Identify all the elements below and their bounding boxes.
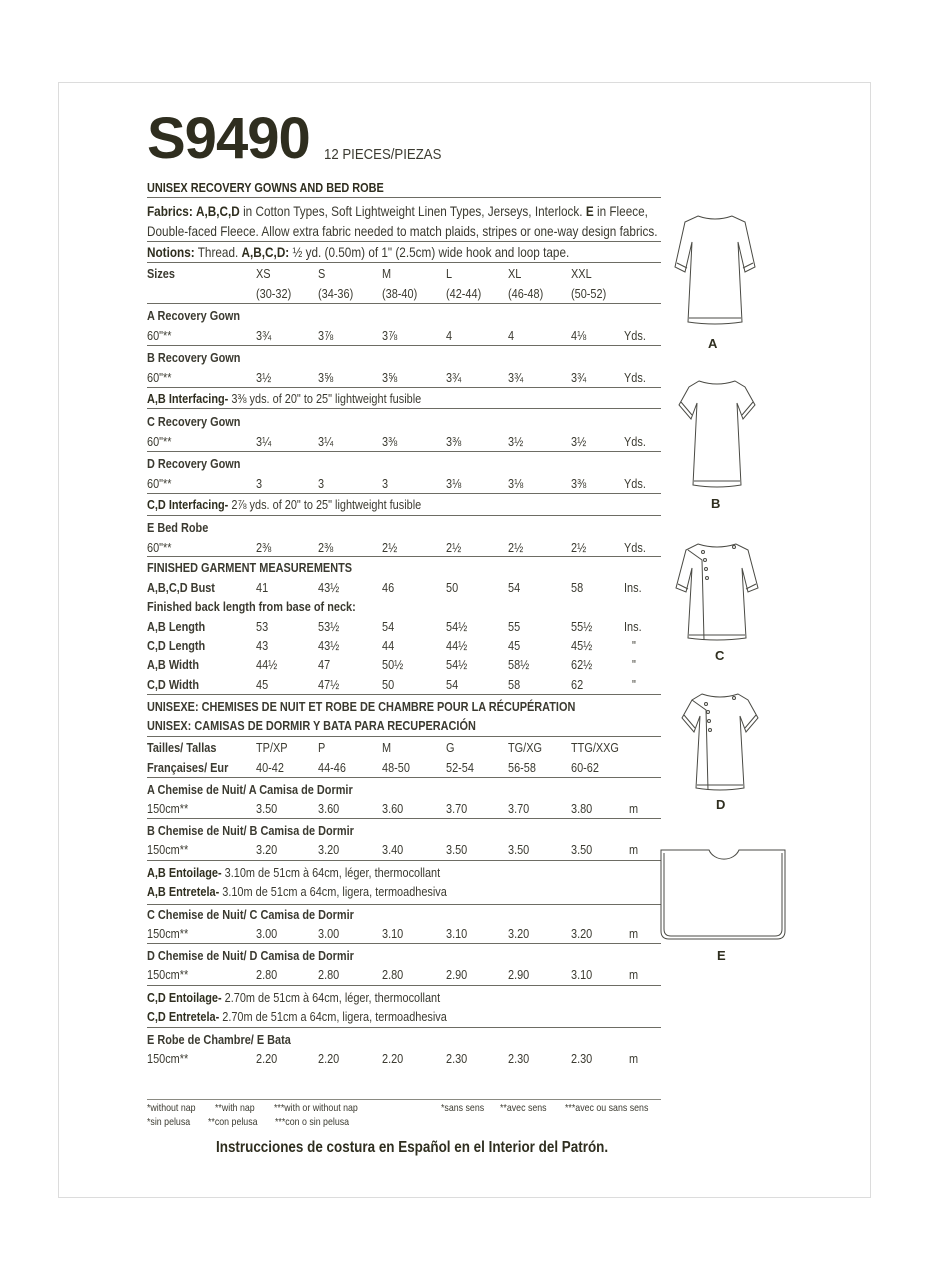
- metric-value: 2.20: [318, 1051, 340, 1066]
- yardage-value: 3½: [508, 434, 524, 449]
- yardage-value: 3¾: [256, 328, 272, 343]
- divider: [147, 387, 661, 388]
- view-d-illustration: [680, 690, 760, 795]
- interfacing-line-fr: [147, 865, 440, 881]
- yardage-value: 3⅛: [446, 476, 462, 491]
- fabrics-text-e: in Fleece,: [593, 203, 648, 219]
- french-title: UNISEXE: CHEMISES DE NUIT ET ROBE DE CHAMBRE POUR LA RÉCUPÉRATION: [147, 699, 576, 714]
- measurement-value: 46: [382, 580, 395, 595]
- fabric-width: 150cm**: [147, 1051, 189, 1066]
- unit-label: m: [629, 842, 639, 857]
- metric-value: 3.00: [256, 926, 278, 941]
- divider: [147, 860, 661, 861]
- fabric-width: 60"**: [147, 434, 172, 449]
- yardage-row-title: C Recovery Gown: [147, 414, 241, 429]
- piece-count: 12 PIECES/PIEZAS: [324, 146, 442, 163]
- measurement-value: 55½: [571, 619, 593, 634]
- yardage-value: 3¾: [446, 370, 462, 385]
- fabric-width: 60"**: [147, 476, 172, 491]
- yardage-row-title: E Bed Robe: [147, 520, 209, 535]
- measurement-value: 62: [571, 677, 584, 692]
- interfacing-label: A,B Interfacing-: [147, 391, 229, 406]
- metric-size-column: TTG/XXG: [571, 740, 619, 755]
- metric-value: 3.20: [508, 926, 530, 941]
- yardage-value: 4⅛: [571, 328, 587, 343]
- unit-label: ": [632, 657, 636, 672]
- yardage-value: 3⅜: [571, 476, 587, 491]
- notions-label: Notions:: [147, 244, 195, 260]
- metric-value: 3.50: [508, 842, 530, 857]
- interfacing-text: 3.10m de 51cm a 64cm, ligera, termoadhesiva: [219, 884, 447, 899]
- divider: [147, 556, 661, 557]
- metric-row-title: E Robe de Chambre/ E Bata: [147, 1032, 291, 1047]
- pattern-title: UNISEX RECOVERY GOWNS AND BED ROBE: [147, 180, 384, 195]
- divider: [147, 736, 661, 737]
- measurement-row-label: A,B Length: [147, 619, 206, 634]
- measurement-row-label: C,D Width: [147, 677, 200, 692]
- fabrics-line-2: Double-faced Fleece. Allow extra fabric needed to match plaids, stripes or one-way design fabrics.: [147, 223, 658, 239]
- measurement-value: 54½: [446, 657, 468, 672]
- metric-value: 3.40: [382, 842, 404, 857]
- yardage-row-title: A Recovery Gown: [147, 308, 241, 323]
- yardage-value: 3¾: [571, 370, 587, 385]
- metric-value: 3.80: [571, 801, 593, 816]
- yardage-value: 2½: [446, 540, 462, 555]
- notions-views: A,B,C,D:: [241, 244, 290, 260]
- yardage-value: 3⅞: [382, 328, 398, 343]
- unit-label: Yds.: [624, 328, 646, 343]
- divider: [147, 262, 661, 263]
- fabric-width: 150cm**: [147, 842, 189, 857]
- unit-label: Yds.: [624, 370, 646, 385]
- metric-row-title: A Chemise de Nuit/ A Camisa de Dormir: [147, 782, 353, 797]
- view-c-illustration: [672, 540, 762, 645]
- measurement-value: 44½: [446, 638, 468, 653]
- metric-value: 3.10: [446, 926, 468, 941]
- divider: [147, 777, 661, 778]
- measurement-value: 58: [571, 580, 584, 595]
- measurement-row-label: C,D Length: [147, 638, 206, 653]
- divider: [147, 493, 661, 494]
- size-column-l: L: [446, 266, 453, 281]
- unit-label: Yds.: [624, 434, 646, 449]
- divider: [147, 303, 661, 304]
- footnote-es: *sin pelusa: [147, 1116, 191, 1128]
- measurement-value: 43½: [318, 638, 340, 653]
- metric-value: 2.20: [382, 1051, 404, 1066]
- metric-value: 3.50: [571, 842, 593, 857]
- yardage-row-title: D Recovery Gown: [147, 456, 241, 471]
- divider: [147, 1027, 661, 1028]
- metric-value: 3.20: [256, 842, 278, 857]
- metric-size-range: 60-62: [571, 760, 599, 775]
- view-c-label: C: [715, 648, 725, 663]
- fabrics-views: A,B,C,D: [196, 203, 240, 219]
- size-column-xxl: XXL: [571, 266, 592, 281]
- divider: [147, 1099, 661, 1100]
- interfacing-label: A,B Entoilage-: [147, 865, 222, 880]
- yardage-row-title: B Recovery Gown: [147, 350, 241, 365]
- metric-size-range: 56-58: [508, 760, 536, 775]
- divider: [147, 197, 661, 198]
- unit-label: m: [629, 801, 639, 816]
- measurements-subheading: Finished back length from base of neck:: [147, 599, 356, 614]
- measurement-value: 47: [318, 657, 331, 672]
- metric-size-column: TP/XP: [256, 740, 288, 755]
- yardage-value: 2⅜: [318, 540, 334, 555]
- measurement-value: 54: [446, 677, 459, 692]
- metric-size-range: 52-54: [446, 760, 474, 775]
- yardage-value: 3⅜: [382, 434, 398, 449]
- measurement-value: 50: [446, 580, 459, 595]
- interfacing-text: 2.70m de 51cm à 64cm, léger, thermocollant: [221, 990, 441, 1005]
- footnote-en: *without nap: [147, 1102, 196, 1114]
- yardage-value: 4: [446, 328, 453, 343]
- measurement-value: 43: [256, 638, 269, 653]
- notions-text-2: ½ yd. (0.50m) of 1" (2.5cm) wide hook and loop tape.: [289, 244, 570, 260]
- divider: [147, 904, 661, 905]
- interfacing-line: [147, 497, 421, 513]
- measurement-value: 45½: [571, 638, 593, 653]
- unit-label: m: [629, 967, 639, 982]
- divider: [147, 694, 661, 695]
- size-column-xl: XL: [508, 266, 522, 281]
- footnote-en: ***with or without nap: [274, 1102, 358, 1114]
- metric-size-range: 44-46: [318, 760, 346, 775]
- notions-text: Thread.: [194, 244, 242, 260]
- interfacing-line-fr: [147, 990, 440, 1006]
- interfacing-line-es: [147, 884, 447, 900]
- yardage-value: 3⅞: [318, 328, 334, 343]
- measurement-value: 54: [382, 619, 395, 634]
- view-d-label: D: [716, 797, 726, 812]
- measurement-value: 50: [382, 677, 395, 692]
- divider: [147, 985, 661, 986]
- metric-value: 2.90: [446, 967, 468, 982]
- divider: [147, 515, 661, 516]
- size-column-xs: XS: [256, 266, 271, 281]
- measurement-value: 62½: [571, 657, 593, 672]
- spanish-title: UNISEX: CAMISAS DE DORMIR Y BATA PARA RECUPERACIÓN: [147, 718, 476, 733]
- yardage-value: 3: [382, 476, 389, 491]
- fabric-width: 60"**: [147, 540, 172, 555]
- measurement-value: 55: [508, 619, 521, 634]
- metric-row-title: B Chemise de Nuit/ B Camisa de Dormir: [147, 823, 354, 838]
- yardage-value: 3½: [571, 434, 587, 449]
- footnote-es: ***con o sin pelusa: [275, 1116, 350, 1128]
- metric-value: 3.20: [318, 842, 340, 857]
- measurements-title: FINISHED GARMENT MEASUREMENTS: [147, 560, 353, 575]
- interfacing-line-es: [147, 1009, 447, 1025]
- yardage-value: 3½: [256, 370, 272, 385]
- interfacing-text: 2.70m de 51cm a 64cm, ligera, termoadhesiva: [219, 1009, 447, 1024]
- yardage-value: 2½: [382, 540, 398, 555]
- metric-row-title: D Chemise de Nuit/ D Camisa de Dormir: [147, 948, 354, 963]
- metric-value: 2.80: [318, 967, 340, 982]
- measurement-value: 41: [256, 580, 269, 595]
- yardage-value: 3⅝: [382, 370, 398, 385]
- interfacing-label: C,D Interfacing-: [147, 497, 229, 512]
- interfacing-label: C,D Entretela-: [147, 1009, 220, 1024]
- view-b-label: B: [711, 496, 721, 511]
- yardage-value: 3⅝: [318, 370, 334, 385]
- unit-label: Ins.: [624, 580, 642, 595]
- divider: [147, 818, 661, 819]
- fabrics-text: in Cotton Types, Soft Lightweight Linen Types, Jerseys, Interlock.: [239, 203, 586, 219]
- sizes-label: Sizes: [147, 266, 175, 281]
- view-e-illustration: [659, 849, 787, 941]
- measurement-value: 45: [508, 638, 521, 653]
- unit-label: ": [632, 677, 636, 692]
- fabrics-label: Fabrics:: [147, 203, 193, 219]
- view-e-label: E: [717, 948, 726, 963]
- yardage-value: 4: [508, 328, 515, 343]
- metric-value: 3.20: [571, 926, 593, 941]
- size-column-m: M: [382, 266, 392, 281]
- size-range: (46-48): [508, 286, 544, 301]
- measurement-row-label: A,B Width: [147, 657, 200, 672]
- metric-value: 3.50: [256, 801, 278, 816]
- footnote-en: **with nap: [215, 1102, 255, 1114]
- measurement-value: 45: [256, 677, 269, 692]
- interfacing-line: [147, 391, 421, 407]
- view-a-illustration: [670, 212, 760, 332]
- metric-value: 3.60: [318, 801, 340, 816]
- metric-value: 2.30: [508, 1051, 530, 1066]
- fabric-width: 150cm**: [147, 801, 189, 816]
- metric-value: 2.30: [446, 1051, 468, 1066]
- divider: [147, 451, 661, 452]
- interfacing-text: 2⅞ yds. of 20" to 25" lightweight fusible: [228, 497, 422, 512]
- fabrics-views-e: E: [585, 203, 594, 219]
- measurement-value: 54: [508, 580, 521, 595]
- measurement-value: 58½: [508, 657, 530, 672]
- metric-value: 2.80: [382, 967, 404, 982]
- footnote-fr: **avec sens: [500, 1102, 547, 1114]
- interfacing-text: 3⅜ yds. of 20" to 25" lightweight fusible: [228, 391, 422, 406]
- size-column-s: S: [318, 266, 326, 281]
- yardage-value: 2½: [508, 540, 524, 555]
- pattern-number: S9490: [147, 106, 310, 171]
- fabric-width: 150cm**: [147, 967, 189, 982]
- metric-value: 3.00: [318, 926, 340, 941]
- measurement-value: 53½: [318, 619, 340, 634]
- footnote-fr: ***avec ou sans sens: [565, 1102, 649, 1114]
- fabric-width: 60"**: [147, 328, 172, 343]
- size-range: (42-44): [446, 286, 482, 301]
- footnote-fr: *sans sens: [441, 1102, 485, 1114]
- measurement-value: 54½: [446, 619, 468, 634]
- metric-size-range: 48-50: [382, 760, 410, 775]
- yardage-value: 2⅜: [256, 540, 272, 555]
- divider: [147, 408, 661, 409]
- measurement-value: 43½: [318, 580, 340, 595]
- interfacing-text: 3.10m de 51cm à 64cm, léger, thermocollant: [221, 865, 441, 880]
- measurement-value: 53: [256, 619, 269, 634]
- size-range: (30-32): [256, 286, 292, 301]
- divider: [147, 345, 661, 346]
- metric-value: 3.70: [508, 801, 530, 816]
- notions-line: [147, 244, 569, 260]
- metric-size-range: 40-42: [256, 760, 284, 775]
- measurement-value: 44½: [256, 657, 278, 672]
- interfacing-label: C,D Entoilage-: [147, 990, 222, 1005]
- fabric-width: 150cm**: [147, 926, 189, 941]
- size-range: (34-36): [318, 286, 354, 301]
- yardage-value: 3⅜: [446, 434, 462, 449]
- yardage-value: 3¼: [256, 434, 272, 449]
- measurement-value: 44: [382, 638, 395, 653]
- unit-label: Yds.: [624, 476, 646, 491]
- metric-size-column: M: [382, 740, 392, 755]
- measurement-value: 47½: [318, 677, 340, 692]
- interfacing-label: A,B Entretela-: [147, 884, 220, 899]
- metric-size-column: P: [318, 740, 326, 755]
- divider: [147, 943, 661, 944]
- size-range: (50-52): [571, 286, 607, 301]
- yardage-value: 2½: [571, 540, 587, 555]
- measurement-row-label: A,B,C,D Bust: [147, 580, 215, 595]
- eur-label: Françaises/ Eur: [147, 760, 229, 775]
- measurement-value: 58: [508, 677, 521, 692]
- unit-label: Yds.: [624, 540, 646, 555]
- footnote-es: **con pelusa: [208, 1116, 258, 1128]
- view-a-label: A: [708, 336, 718, 351]
- metric-value: 2.90: [508, 967, 530, 982]
- view-b-illustration: [677, 377, 757, 492]
- unit-label: m: [629, 1051, 639, 1066]
- metric-value: 2.80: [256, 967, 278, 982]
- unit-label: ": [632, 638, 636, 653]
- measurement-value: 50½: [382, 657, 404, 672]
- metric-size-column: TG/XG: [508, 740, 542, 755]
- metric-value: 2.20: [256, 1051, 278, 1066]
- metric-value: 3.70: [446, 801, 468, 816]
- metric-value: 3.50: [446, 842, 468, 857]
- fabric-width: 60"**: [147, 370, 172, 385]
- yardage-value: 3¾: [508, 370, 524, 385]
- yardage-value: 3⅛: [508, 476, 524, 491]
- metric-value: 2.30: [571, 1051, 593, 1066]
- metric-value: 3.60: [382, 801, 404, 816]
- size-range: (38-40): [382, 286, 418, 301]
- yardage-value: 3: [256, 476, 263, 491]
- tailles-label: Tailles/ Tallas: [147, 740, 217, 755]
- unit-label: Ins.: [624, 619, 642, 634]
- divider: [147, 241, 661, 242]
- spanish-instructions-note: Instrucciones de costura en Español en el Interior del Patrón.: [216, 1139, 609, 1156]
- metric-row-title: C Chemise de Nuit/ C Camisa de Dormir: [147, 907, 354, 922]
- yardage-value: 3¼: [318, 434, 334, 449]
- unit-label: m: [629, 926, 639, 941]
- metric-value: 3.10: [382, 926, 404, 941]
- yardage-value: 3: [318, 476, 325, 491]
- metric-size-column: G: [446, 740, 455, 755]
- metric-value: 3.10: [571, 967, 593, 982]
- fabrics-line-1: [147, 203, 648, 219]
